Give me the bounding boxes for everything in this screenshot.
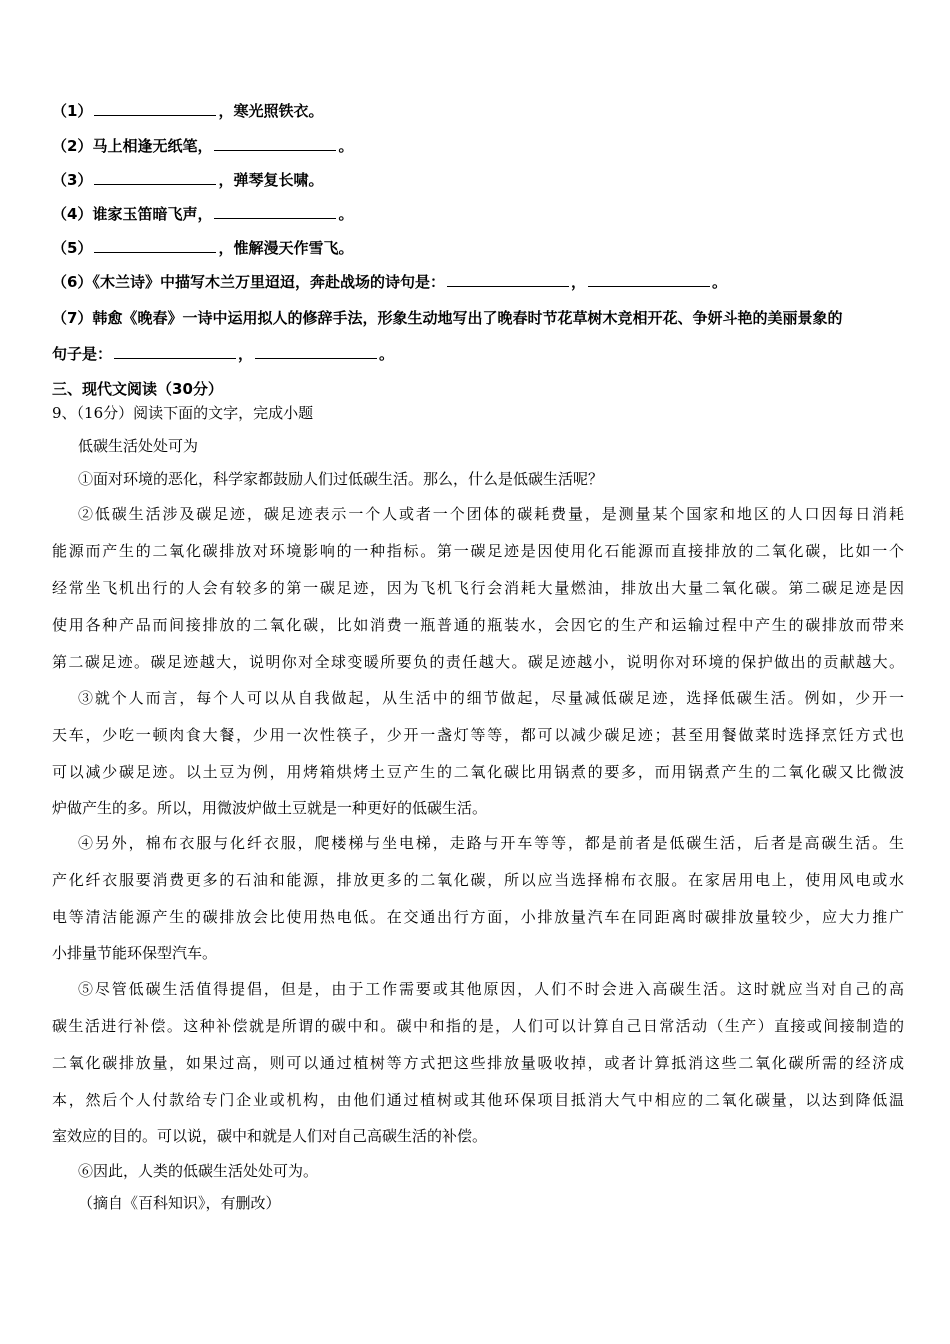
answer-blank[interactable] [214,135,336,151]
source-citation: （摘自《百科知识》，有删改） [78,1194,281,1212]
poem-line: 马上相逢无纸笔， [92,137,213,155]
paragraph-line: 第二碳足迹。碳足迹越大，说明你对全球变暖所要负的责任越大。碳足迹越小，说明你对环境的保护做出的贡献越大。 [52,653,904,671]
item-number: （2） [52,137,93,155]
paragraph-line: 炉做产生的多。所以，用微波炉做土豆就是一种更好的低碳生活。 [52,799,488,817]
paragraph-line: 室效应的目的。可以说，碳中和就是人们对自己高碳生活的补偿。 [52,1127,488,1145]
poem-line: ，弹琴复长啸。 [218,171,324,189]
paragraph-line: ④另外，棉布衣服与化纤衣服，爬楼梯与坐电梯，走路与开车等等，都是前者是低碳生活，后者是高碳生活。生 [78,834,904,852]
paragraph-line: 电等清洁能源产生的碳排放会比使用热电低。在交通出行方面，小排放量汽车在同距离时碳排放量较少，应大力推广 [52,908,904,926]
section-heading: 三、现代文阅读（30分） [52,380,223,398]
fill-item-3 [52,169,323,191]
item-number: （4） [52,205,93,223]
answer-blank[interactable] [255,343,377,359]
paragraph-line: ③就个人而言，每个人可以从自我做起，从生活中的细节做起，尽量减低碳足迹，选择低碳生活。例如，少开一 [78,689,904,707]
punctuation: 。 [711,273,727,291]
paragraph-line: 产化纤衣服要消费更多的石油和能源，排放更多的二氧化碳，所以应当选择棉布衣服。在家居用电上，使用风电或水 [52,871,904,889]
punctuation: ， [238,345,254,363]
paragraph-line: ⑥因此，人类的低碳生活处处可为。 [78,1162,319,1180]
paragraph-line: 经常坐飞机出行的人会有较多的第一碳足迹，因为飞机飞行会消耗大量燃油，排放出大量二氧化碳。第二碳足迹是因 [52,579,904,597]
fill-item-7-line2 [52,343,394,365]
question-text: 句子是： [52,345,113,363]
poem-line: 谁家玉笛暗飞声， [92,205,213,223]
question-text: （7）韩愈《晚春》一诗中运用拟人的修辞手法，形象生动地写出了晚春时节花草树木竞相开花、争妍斗艳的美丽景象的 [52,309,843,327]
item-number: （1） [52,102,93,120]
punctuation: 。 [379,345,395,363]
fill-item-2 [52,135,353,157]
paragraph-line: 小排量节能环保型汽车。 [52,944,218,962]
paragraph-line: 可以减少碳足迹。以土豆为例，用烤箱烘烤土豆产生的二氧化碳比用锅煮的要多，而用锅煮产生的二氧化碳又比微波 [52,763,904,781]
fill-item-7-line1 [52,307,904,329]
paragraph-line: 天车，少吃一顿肉食大餐，少用一次性筷子，少开一盏灯等等，都可以减少碳足迹；甚至用餐做菜时选择烹饪方式也 [52,726,904,744]
punctuation: 。 [338,137,354,155]
answer-blank[interactable] [94,100,216,116]
fill-item-5 [52,237,353,259]
question-9-label: 9、（16分）阅读下面的文字，完成小题 [52,404,314,422]
fill-item-1 [52,100,323,122]
paragraph-line: ⑤尽管低碳生活值得提倡，但是，由于工作需要或其他原因，人们不时会进入高碳生活。这时就应当对自己的高 [78,980,904,998]
punctuation: 。 [338,205,354,223]
answer-blank[interactable] [114,343,236,359]
item-number: （3） [52,171,93,189]
paragraph-line: 本，然后个人付款给专门企业或机构，由他们通过植树或其他环保项目抵消大气中相应的二氧化碳量，以达到降低温 [52,1091,904,1109]
poem-line: ，寒光照铁衣。 [218,102,324,120]
fill-item-6 [52,271,727,293]
paragraph-line: ①面对环境的恶化，科学家都鼓励人们过低碳生活。那么，什么是低碳生活呢？ [78,470,604,488]
question-text: 《木兰诗》中描写木兰万里迢迢，奔赴战场的诗句是： [92,273,445,291]
article-title: 低碳生活处处可为 [78,437,199,455]
answer-blank[interactable] [447,271,569,287]
answer-blank[interactable] [588,271,710,287]
paragraph-line: ②低碳生活涉及碳足迹，碳足迹表示一个人或者一个团体的碳耗费量，是测量某个国家和地区的人口因每日消耗 [78,505,904,523]
item-number: （5） [52,239,93,257]
fill-item-4 [52,203,353,225]
answer-blank[interactable] [94,237,216,253]
poem-line: ，惟解漫天作雪飞。 [218,239,354,257]
paragraph-line: 使用各种产品而间接排放的二氧化碳，比如消费一瓶普通的瓶装水，会因它的生产和运输过程中产生的碳排放而带来 [52,616,904,634]
item-number: （6） [52,273,93,291]
paragraph-line: 二氧化碳排放量，如果过高，则可以通过植树等方式把这些排放量吸收掉，或者计算抵消这些二氧化碳所需的经济成 [52,1054,904,1072]
answer-blank[interactable] [214,203,336,219]
paragraph-line: 能源而产生的二氧化碳排放对环境影响的一种指标。第一碳足迹是因使用化石能源而直接排放的二氧化碳，比如一个 [52,542,904,560]
paragraph-line: 碳生活进行补偿。这种补偿就是所谓的碳中和。碳中和指的是，人们可以计算自己日常活动（生产）直接或间接制造的 [52,1017,904,1035]
answer-blank[interactable] [94,169,216,185]
punctuation: ， [570,273,586,291]
